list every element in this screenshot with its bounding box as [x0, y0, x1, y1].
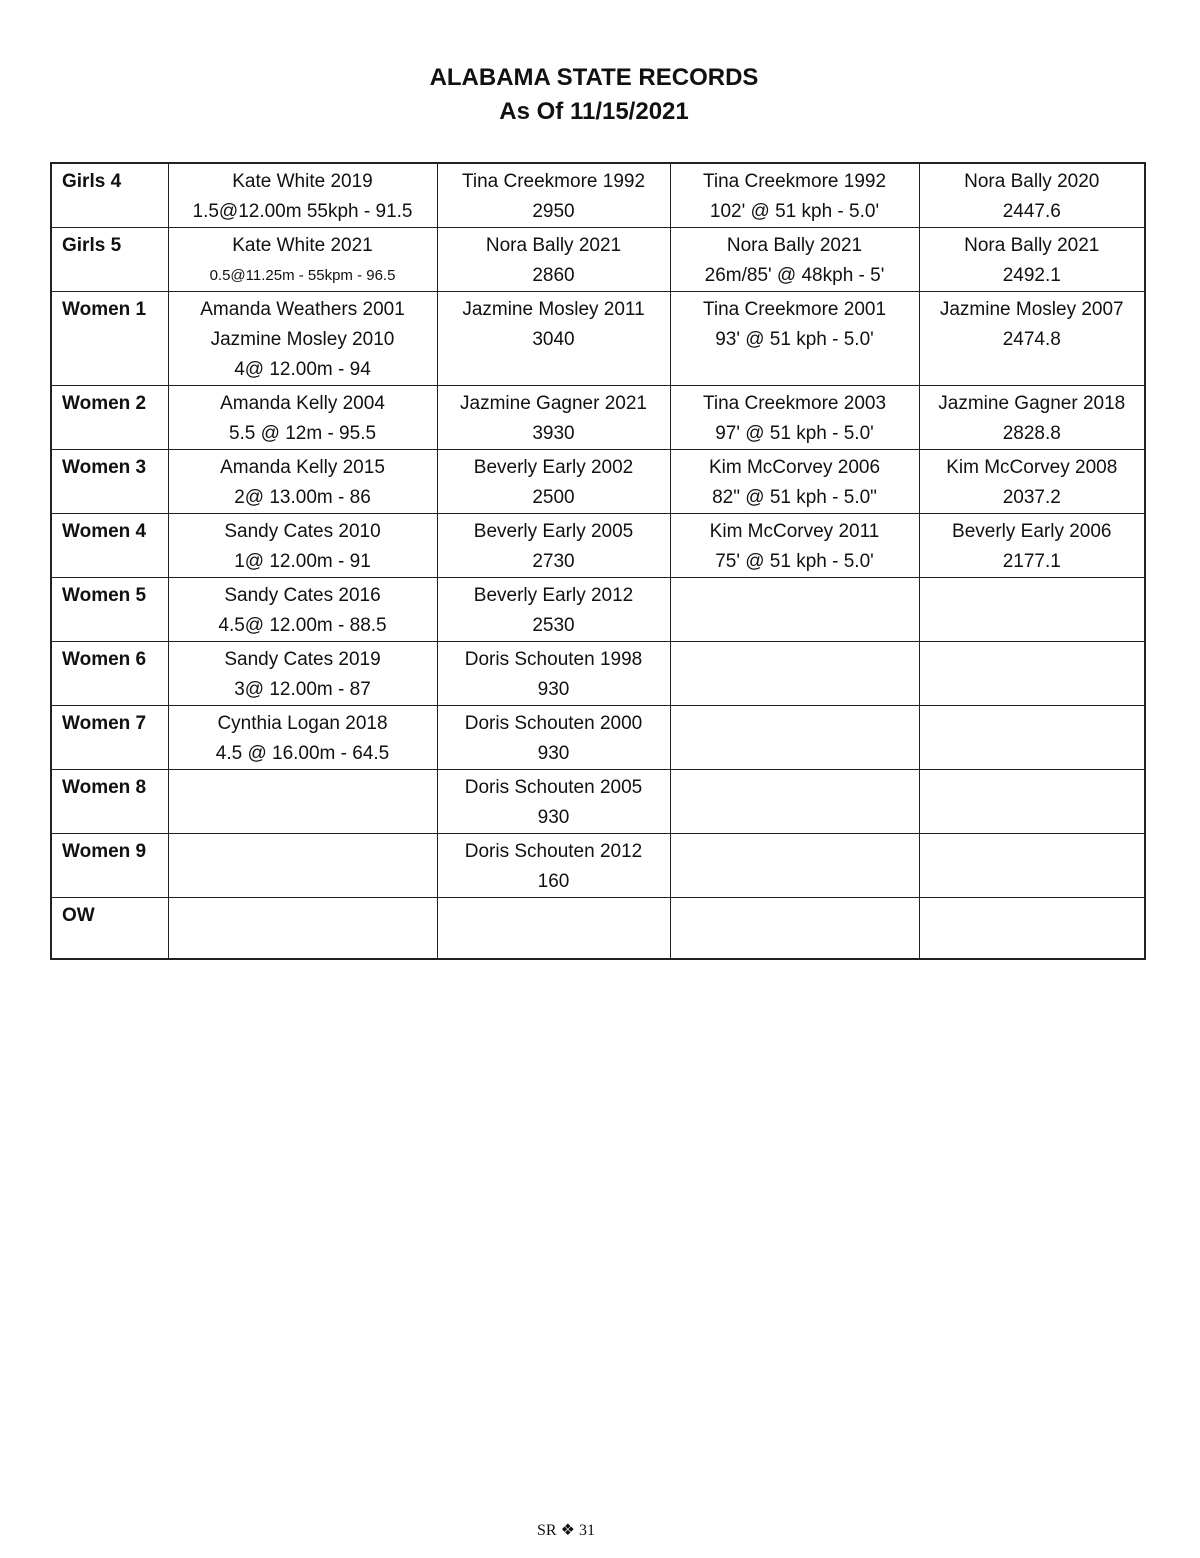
record-holder: Amanda Weathers 2001 [200, 299, 405, 320]
record-value: 2730 [532, 551, 575, 572]
record-cell-jump [670, 834, 919, 898]
record-value: 2492.1 [1002, 265, 1061, 286]
record-holder: Nora Bally 2021 [485, 235, 622, 256]
record-value: 102' @ 51 kph - 5.0' [709, 201, 880, 222]
division-label: Women 8 [51, 770, 168, 834]
record-cell-slalom [168, 163, 437, 228]
record-holder: Kate White 2019 [232, 171, 373, 192]
table-row [51, 228, 1145, 292]
record-holder: Doris Schouten 2012 [464, 841, 643, 862]
division-label: Girls 4 [51, 163, 168, 228]
records-table [50, 162, 1146, 960]
record-cell-jump [670, 578, 919, 642]
division-label: Women 7 [51, 706, 168, 770]
record-cell-overall [919, 578, 1145, 642]
record-holder: Kate White 2021 [232, 235, 373, 256]
record-cell-slalom [168, 642, 437, 706]
record-value: 2828.8 [1002, 423, 1061, 444]
record-value: 26m/85' @ 48kph - 5' [704, 265, 885, 286]
record-cell-slalom [168, 450, 437, 514]
record-value: 4.5 @ 16.00m - 64.5 [215, 743, 390, 764]
record-holder: Amanda Kelly 2004 [220, 393, 385, 414]
record-holder: Tina Creekmore 2003 [702, 393, 887, 414]
record-cell-overall [919, 386, 1145, 450]
record-value: 3930 [532, 423, 575, 444]
record-holder: Kim McCorvey 2011 [709, 521, 880, 542]
record-cell-tricks [437, 770, 670, 834]
record-cell-jump [670, 706, 919, 770]
record-value: 93' @ 51 kph - 5.0' [715, 329, 874, 350]
record-cell-slalom [168, 228, 437, 292]
table-row [51, 898, 1145, 959]
record-cell-slalom [168, 514, 437, 578]
division-label: OW [51, 898, 168, 959]
record-cell-slalom [168, 578, 437, 642]
record-value: 2447.6 [1002, 201, 1061, 222]
record-value: 75' @ 51 kph - 5.0' [715, 551, 874, 572]
record-cell-tricks [437, 706, 670, 770]
records-table-body [51, 163, 1145, 959]
record-cell-tricks [437, 578, 670, 642]
record-value: 930 [537, 743, 570, 764]
record-cell-jump [670, 386, 919, 450]
record-holder: Beverly Early 2002 [473, 457, 634, 478]
record-cell-tricks [437, 163, 670, 228]
table-row [51, 706, 1145, 770]
record-holder: Doris Schouten 2005 [464, 777, 643, 798]
record-cell-tricks [437, 228, 670, 292]
record-value: 2530 [532, 615, 575, 636]
record-cell-overall [919, 834, 1145, 898]
record-holder: Jazmine Mosley 2007 [939, 299, 1124, 320]
division-label: Girls 5 [51, 228, 168, 292]
record-holder: Beverly Early 2005 [473, 521, 634, 542]
record-value: 1.5@12.00m 55kph - 91.5 [192, 201, 413, 222]
table-row [51, 642, 1145, 706]
record-holder: Cynthia Logan 2018 [217, 713, 388, 734]
record-cell-jump [670, 450, 919, 514]
record-holder: Nora Bally 2021 [726, 235, 863, 256]
record-cell-slalom [168, 770, 437, 834]
record-value: 0.5@11.25m - 55kpm - 96.5 [209, 267, 396, 284]
record-cell-jump [670, 228, 919, 292]
record-holder: Jazmine Mosley 2011 [462, 299, 645, 320]
record-cell-overall [919, 228, 1145, 292]
record-value: 97' @ 51 kph - 5.0' [715, 423, 874, 444]
record-cell-jump [670, 642, 919, 706]
record-holder: Tina Creekmore 1992 [461, 171, 646, 192]
table-row [51, 163, 1145, 228]
record-cell-overall [919, 706, 1145, 770]
record-holder: Tina Creekmore 1992 [702, 171, 887, 192]
record-cell-slalom [168, 706, 437, 770]
division-label: Women 9 [51, 834, 168, 898]
division-label: Women 2 [51, 386, 168, 450]
record-cell-slalom [168, 292, 437, 386]
record-holder: Kim McCorvey 2008 [946, 457, 1118, 478]
record-cell-tricks [437, 834, 670, 898]
record-holder: Doris Schouten 2000 [464, 713, 643, 734]
record-cell-overall [919, 642, 1145, 706]
record-cell-tricks [437, 514, 670, 578]
table-row [51, 450, 1145, 514]
record-holder: Amanda Kelly 2015 [220, 457, 385, 478]
record-cell-overall [919, 898, 1145, 959]
record-value: 2177.1 [1002, 551, 1061, 572]
division-label: Women 1 [51, 292, 168, 386]
record-cell-overall [919, 514, 1145, 578]
record-cell-slalom [168, 834, 437, 898]
record-cell-slalom [168, 898, 437, 959]
division-label: Women 4 [51, 514, 168, 578]
record-cell-tricks [437, 386, 670, 450]
table-row [51, 834, 1145, 898]
record-holder: Sandy Cates 2019 [224, 649, 381, 670]
record-cell-jump [670, 163, 919, 228]
record-value: 160 [537, 871, 570, 892]
record-cell-jump [670, 770, 919, 834]
record-holder: Sandy Cates 2016 [224, 585, 381, 606]
record-value: 2860 [532, 265, 575, 286]
record-holder: Kim McCorvey 2006 [708, 457, 881, 478]
record-value: Jazmine Mosley 2010 [210, 329, 395, 350]
record-holder: Beverly Early 2006 [952, 521, 1112, 542]
record-cell-jump [670, 514, 919, 578]
record-value: 4@ 12.00m - 94 [234, 359, 371, 380]
record-holder: Doris Schouten 1998 [464, 649, 643, 670]
record-value: 2@ 13.00m - 86 [234, 487, 371, 508]
record-holder: Nora Bally 2021 [964, 235, 1100, 256]
record-value: 5.5 @ 12m - 95.5 [228, 423, 377, 444]
record-holder: Jazmine Gagner 2018 [938, 393, 1126, 414]
record-value: 930 [537, 679, 570, 700]
record-cell-slalom [168, 386, 437, 450]
record-value: 1@ 12.00m - 91 [234, 551, 371, 572]
page-subtitle: As Of 11/15/2021 [499, 98, 689, 125]
table-row [51, 292, 1145, 386]
record-cell-jump [670, 292, 919, 386]
page-number: SR ❖ 31 [537, 1522, 595, 1539]
record-holder: Nora Bally 2020 [964, 171, 1100, 192]
record-value: 2474.8 [1002, 329, 1061, 350]
table-row [51, 578, 1145, 642]
table-row [51, 770, 1145, 834]
table-row [51, 386, 1145, 450]
record-cell-overall [919, 770, 1145, 834]
record-holder: Beverly Early 2012 [473, 585, 634, 606]
record-value: 2950 [532, 201, 575, 222]
record-value: 3@ 12.00m - 87 [234, 679, 371, 700]
record-holder: Tina Creekmore 2001 [702, 299, 887, 320]
table-row [51, 514, 1145, 578]
record-cell-tricks [437, 898, 670, 959]
record-cell-tricks [437, 450, 670, 514]
record-value: 3040 [532, 329, 575, 350]
record-value: 82" @ 51 kph - 5.0" [712, 487, 877, 508]
record-cell-overall [919, 292, 1145, 386]
record-value: 4.5@ 12.00m - 88.5 [218, 615, 387, 636]
record-value: 930 [537, 807, 570, 828]
record-cell-overall [919, 450, 1145, 514]
record-holder: Sandy Cates 2010 [224, 521, 381, 542]
record-cell-overall [919, 163, 1145, 228]
record-value: 2500 [532, 487, 575, 508]
record-holder: Jazmine Gagner 2021 [460, 393, 647, 414]
division-label: Women 6 [51, 642, 168, 706]
record-cell-jump [670, 898, 919, 959]
division-label: Women 3 [51, 450, 168, 514]
division-label: Women 5 [51, 578, 168, 642]
record-cell-tricks [437, 292, 670, 386]
record-cell-tricks [437, 642, 670, 706]
record-value: 2037.2 [1002, 487, 1061, 508]
page-title: ALABAMA STATE RECORDS [429, 64, 759, 91]
